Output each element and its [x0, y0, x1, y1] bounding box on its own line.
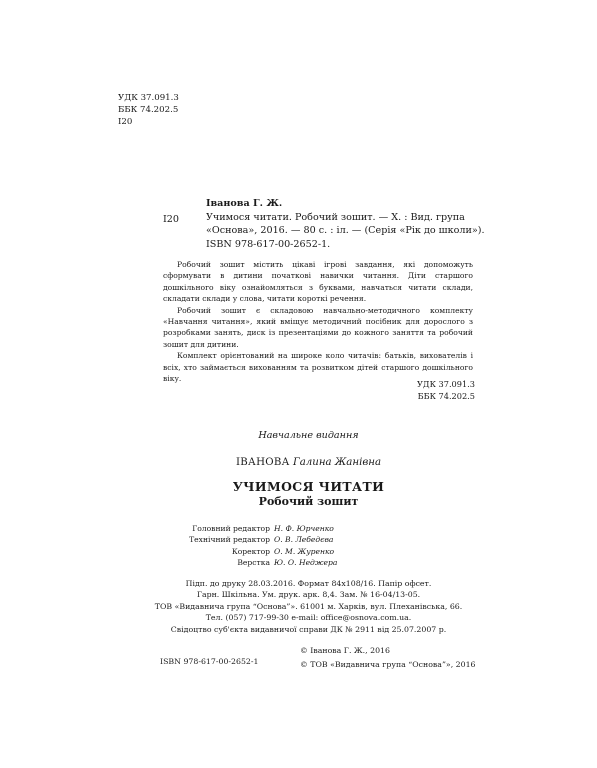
udk-header-block — [118, 92, 179, 128]
staff-name: О. В. Лебедєва — [274, 535, 334, 545]
annotation-paragraph: Робочий зошит є складовою навчально-методичного комплекту «Навчання читання», який вміщує методичний посібник для дорослого з розробками занять, диск із презентаціями до кожного заняття та робочий зошит для дитини. — [163, 305, 473, 349]
catalog-line: ISBN 978-617-00-2652-1. — [206, 238, 331, 250]
copyright-line: © Іванова Г. Ж., 2016 — [300, 646, 390, 655]
author-given-names: Галина Жанівна — [292, 457, 382, 468]
catalog-author-mark: І20 — [163, 214, 179, 225]
author-mark: І20 — [118, 117, 133, 127]
staff-role: Головний редактор — [192, 524, 270, 533]
imprint-line: Тел. (057) 717-99-30 e-mail: office@osnova.com.ua. — [205, 613, 412, 623]
staff-row — [160, 523, 372, 534]
staff-row — [160, 534, 372, 545]
staff-role: Верстка — [237, 557, 270, 567]
staff-name: О. М. Журенко — [274, 546, 335, 556]
staff-row — [160, 557, 372, 568]
book-title: УЧИМОСЯ ЧИТАТИ — [232, 479, 385, 494]
udk-code: УДК 37.091.3 — [118, 93, 179, 103]
author-full-name — [0, 457, 597, 468]
catalog-line: Учимося читати. Робочий зошит. — Х. : Вид. група — [206, 211, 465, 223]
isbn: ISBN 978-617-00-2652-1 — [160, 657, 259, 666]
catalog-entry — [206, 197, 485, 251]
author-surname: ІВАНОВА — [235, 457, 290, 468]
catalog-line: «Основа», 2016. — 80 с. : іл. — (Серія «Рік до школи»). — [206, 225, 485, 237]
annotation-paragraph: Комплект орієнтований на широке коло читачів: батьків, вихователів і всіх, хто займається вихованням та розвитком дітей старшого дошкільного віку. — [163, 351, 473, 384]
bbk-code: ББК 74.202.5 — [417, 390, 475, 401]
imprint-line: Гарн. Шкільна. Ум. друк. арк. 8,4. Зам. № 16-04/13-05. — [196, 590, 421, 600]
staff-name: Ю. О. Неджера — [274, 557, 338, 567]
staff-row — [160, 546, 372, 557]
udk-code: УДК 37.091.3 — [417, 379, 475, 389]
udk-footer-block — [380, 379, 475, 402]
catalog-author: Іванова Г. Ж. — [206, 198, 283, 209]
bbk-code: ББК 74.202.5 — [118, 105, 179, 115]
imprint-line: ТОВ «Видавнича група “Основа”». 61001 м. Харків, вул. Плеханівська, 66. — [154, 601, 463, 611]
editorial-staff — [160, 523, 372, 568]
imprint-line: Підп. до друку 28.03.2016. Формат 84x108/16. Папір офсет. — [185, 579, 432, 588]
copyright-block — [300, 644, 476, 671]
imprint-block — [0, 578, 597, 635]
edition-type: Навчальне видання — [258, 430, 359, 441]
book-subtitle: Робочий зошит — [258, 495, 359, 508]
annotation — [163, 259, 473, 384]
staff-role: Коректор — [231, 546, 270, 556]
staff-role: Технічний редактор — [189, 535, 270, 545]
annotation-paragraph: Робочий зошит містить цікаві ігрові завдання, які допоможуть сформувати в дитини початкові навички читання. Діти старшого дошкільного віку ознайомляться з буквами, навчаться читати склади, складати склади у слова, читати короткі речення. — [163, 260, 473, 304]
staff-name: Н. Ф. Юрченко — [274, 524, 334, 533]
imprint-line: Свідоцтво суб'єкта видавничої справи ДК № 2911 від 25.07.2007 р. — [170, 624, 447, 634]
copyright-line: © ТОВ «Видавнича група “Основа”», 2016 — [300, 659, 476, 669]
